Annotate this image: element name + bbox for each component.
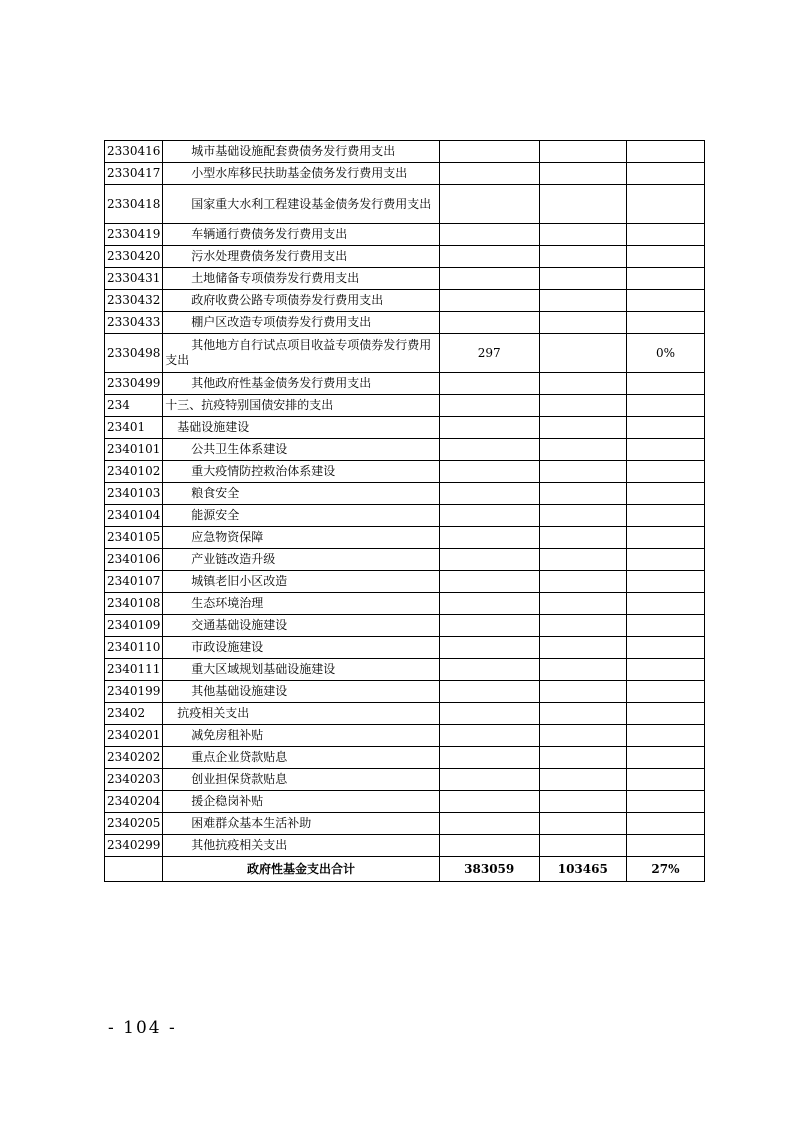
row-budget: [439, 659, 539, 681]
row-name: 其他地方自行试点项目收益专项债券发行费用支出: [163, 334, 440, 373]
row-code: 2340204: [105, 791, 163, 813]
row-actual: [539, 813, 626, 835]
row-ratio: [626, 527, 704, 549]
total-row: [105, 857, 705, 882]
row-ratio: [626, 615, 704, 637]
row-name: 重大区域规划基础设施建设: [163, 659, 440, 681]
row-ratio: [626, 483, 704, 505]
row-budget: [439, 527, 539, 549]
row-budget: [439, 246, 539, 268]
row-actual: [539, 185, 626, 224]
row-code: 2340201: [105, 725, 163, 747]
row-actual: [539, 483, 626, 505]
row-ratio: [626, 268, 704, 290]
row-code: 2330433: [105, 312, 163, 334]
row-ratio: [626, 725, 704, 747]
row-actual: [539, 659, 626, 681]
row-budget: [439, 461, 539, 483]
row-ratio: [626, 835, 704, 857]
fund-expenditure-table: [104, 140, 705, 882]
row-actual: [539, 527, 626, 549]
row-actual: [539, 461, 626, 483]
row-budget: [439, 290, 539, 312]
table-row: [105, 290, 705, 312]
row-actual: [539, 637, 626, 659]
row-code: 2340110: [105, 637, 163, 659]
table-row: [105, 483, 705, 505]
row-name: 国家重大水利工程建设基金债务发行费用支出: [163, 185, 440, 224]
row-code: 2330432: [105, 290, 163, 312]
table-row: [105, 593, 705, 615]
row-name: 十三、抗疫特别国债安排的支出: [163, 395, 440, 417]
row-ratio: [626, 461, 704, 483]
table-row: [105, 791, 705, 813]
row-budget: [439, 439, 539, 461]
row-actual: [539, 769, 626, 791]
row-name: 重点企业贷款贴息: [163, 747, 440, 769]
row-ratio: [626, 769, 704, 791]
table-row: [105, 615, 705, 637]
row-budget: [439, 373, 539, 395]
row-budget: [439, 725, 539, 747]
row-ratio: [626, 549, 704, 571]
row-actual: [539, 593, 626, 615]
row-code: 2340106: [105, 549, 163, 571]
row-ratio: [626, 246, 704, 268]
row-name: 政府收费公路专项债券发行费用支出: [163, 290, 440, 312]
row-ratio: [626, 659, 704, 681]
row-code: 234: [105, 395, 163, 417]
row-name: 援企稳岗补贴: [163, 791, 440, 813]
table-row: [105, 835, 705, 857]
row-actual: [539, 312, 626, 334]
row-actual: [539, 395, 626, 417]
row-actual: [539, 290, 626, 312]
page-number: - 104 -: [108, 1018, 177, 1038]
row-name: 其他基础设施建设: [163, 681, 440, 703]
row-name: 应急物资保障: [163, 527, 440, 549]
table-row: [105, 185, 705, 224]
row-ratio: [626, 703, 704, 725]
row-code: 23402: [105, 703, 163, 725]
row-name: 交通基础设施建设: [163, 615, 440, 637]
row-code: 2330431: [105, 268, 163, 290]
row-name: 城镇老旧小区改造: [163, 571, 440, 593]
table-row: [105, 246, 705, 268]
row-budget: [439, 549, 539, 571]
row-ratio: [626, 185, 704, 224]
table-row: [105, 637, 705, 659]
row-code: 2330499: [105, 373, 163, 395]
row-code: 2340203: [105, 769, 163, 791]
row-budget: [439, 835, 539, 857]
row-ratio: [626, 224, 704, 246]
table-row: [105, 813, 705, 835]
row-ratio: [626, 373, 704, 395]
row-actual: [539, 141, 626, 163]
row-actual: [539, 373, 626, 395]
row-actual: [539, 615, 626, 637]
row-budget: [439, 268, 539, 290]
row-name: 抗疫相关支出: [163, 703, 440, 725]
row-ratio: [626, 395, 704, 417]
row-budget: [439, 769, 539, 791]
row-actual: [539, 681, 626, 703]
row-actual: [539, 571, 626, 593]
row-budget: [439, 163, 539, 185]
row-code: 2340199: [105, 681, 163, 703]
row-budget: [439, 747, 539, 769]
row-code: 2340108: [105, 593, 163, 615]
row-name: 产业链改造升级: [163, 549, 440, 571]
row-ratio: [626, 637, 704, 659]
table-row: [105, 224, 705, 246]
row-budget: [439, 224, 539, 246]
row-actual: [539, 549, 626, 571]
row-name: 重大疫情防控救治体系建设: [163, 461, 440, 483]
row-code: 2340103: [105, 483, 163, 505]
row-ratio: [626, 813, 704, 835]
table-row: [105, 439, 705, 461]
row-name: 生态环境治理: [163, 593, 440, 615]
table-row: [105, 417, 705, 439]
total-code-cell: [105, 857, 163, 882]
row-budget: [439, 571, 539, 593]
row-budget: [439, 637, 539, 659]
row-name: 粮食安全: [163, 483, 440, 505]
row-name: 小型水库移民扶助基金债务发行费用支出: [163, 163, 440, 185]
table-row: [105, 461, 705, 483]
row-actual: [539, 334, 626, 373]
total-budget: 383059: [439, 857, 539, 882]
row-name: 其他抗疫相关支出: [163, 835, 440, 857]
table-row: [105, 373, 705, 395]
row-budget: [439, 417, 539, 439]
table-row: [105, 659, 705, 681]
row-name: 公共卫生体系建设: [163, 439, 440, 461]
row-budget: [439, 185, 539, 224]
row-ratio: [626, 681, 704, 703]
row-ratio: [626, 439, 704, 461]
row-code: 2340109: [105, 615, 163, 637]
row-code: 2330498: [105, 334, 163, 373]
row-name: 其他政府性基金债务发行费用支出: [163, 373, 440, 395]
row-code: 2330418: [105, 185, 163, 224]
row-budget: [439, 703, 539, 725]
table-row: [105, 747, 705, 769]
table-row: [105, 312, 705, 334]
row-budget: [439, 312, 539, 334]
total-label: 政府性基金支出合计: [163, 857, 440, 882]
row-budget: [439, 791, 539, 813]
table-row: [105, 395, 705, 417]
row-name: 棚户区改造专项债券发行费用支出: [163, 312, 440, 334]
row-code: 2340102: [105, 461, 163, 483]
row-code: 2340107: [105, 571, 163, 593]
row-code: 2340205: [105, 813, 163, 835]
row-code: 2330417: [105, 163, 163, 185]
row-actual: [539, 224, 626, 246]
row-budget: [439, 681, 539, 703]
row-name: 市政设施建设: [163, 637, 440, 659]
row-ratio: 0%: [626, 334, 704, 373]
row-code: 2340299: [105, 835, 163, 857]
table-row: [105, 505, 705, 527]
row-code: 2340202: [105, 747, 163, 769]
row-actual: [539, 747, 626, 769]
row-name: 车辆通行费债务发行费用支出: [163, 224, 440, 246]
table-row: [105, 549, 705, 571]
row-ratio: [626, 791, 704, 813]
row-code: 2340101: [105, 439, 163, 461]
total-actual: 103465: [539, 857, 626, 882]
row-name: 困难群众基本生活补助: [163, 813, 440, 835]
table-row: [105, 769, 705, 791]
row-ratio: [626, 312, 704, 334]
row-budget: [439, 593, 539, 615]
row-code: 2340111: [105, 659, 163, 681]
row-budget: [439, 505, 539, 527]
row-budget: [439, 483, 539, 505]
row-actual: [539, 505, 626, 527]
row-budget: [439, 141, 539, 163]
table-row: [105, 163, 705, 185]
row-ratio: [626, 593, 704, 615]
row-name: 能源安全: [163, 505, 440, 527]
row-actual: [539, 246, 626, 268]
row-code: 2340104: [105, 505, 163, 527]
table-row: [105, 334, 705, 373]
row-name: 土地储备专项债券发行费用支出: [163, 268, 440, 290]
row-name: 城市基础设施配套费债务发行费用支出: [163, 141, 440, 163]
row-ratio: [626, 747, 704, 769]
row-ratio: [626, 571, 704, 593]
row-name: 污水处理费债务发行费用支出: [163, 246, 440, 268]
table-row: [105, 571, 705, 593]
table-row: [105, 725, 705, 747]
row-name: 基础设施建设: [163, 417, 440, 439]
row-actual: [539, 835, 626, 857]
total-ratio: 27%: [626, 857, 704, 882]
row-actual: [539, 703, 626, 725]
table-row: [105, 681, 705, 703]
row-actual: [539, 439, 626, 461]
row-name: 减免房租补贴: [163, 725, 440, 747]
row-ratio: [626, 290, 704, 312]
row-code: 2330419: [105, 224, 163, 246]
row-name: 创业担保贷款贴息: [163, 769, 440, 791]
row-budget: [439, 615, 539, 637]
row-actual: [539, 163, 626, 185]
row-code: 2340105: [105, 527, 163, 549]
row-ratio: [626, 417, 704, 439]
row-budget: 297: [439, 334, 539, 373]
table-row: [105, 703, 705, 725]
row-budget: [439, 395, 539, 417]
row-actual: [539, 268, 626, 290]
row-ratio: [626, 141, 704, 163]
row-ratio: [626, 505, 704, 527]
row-code: 2330416: [105, 141, 163, 163]
row-code: 23401: [105, 417, 163, 439]
row-budget: [439, 813, 539, 835]
row-actual: [539, 791, 626, 813]
table-row: [105, 141, 705, 163]
row-actual: [539, 725, 626, 747]
table-row: [105, 527, 705, 549]
table-body: [105, 141, 705, 882]
row-actual: [539, 417, 626, 439]
table-row: [105, 268, 705, 290]
row-code: 2330420: [105, 246, 163, 268]
row-ratio: [626, 163, 704, 185]
